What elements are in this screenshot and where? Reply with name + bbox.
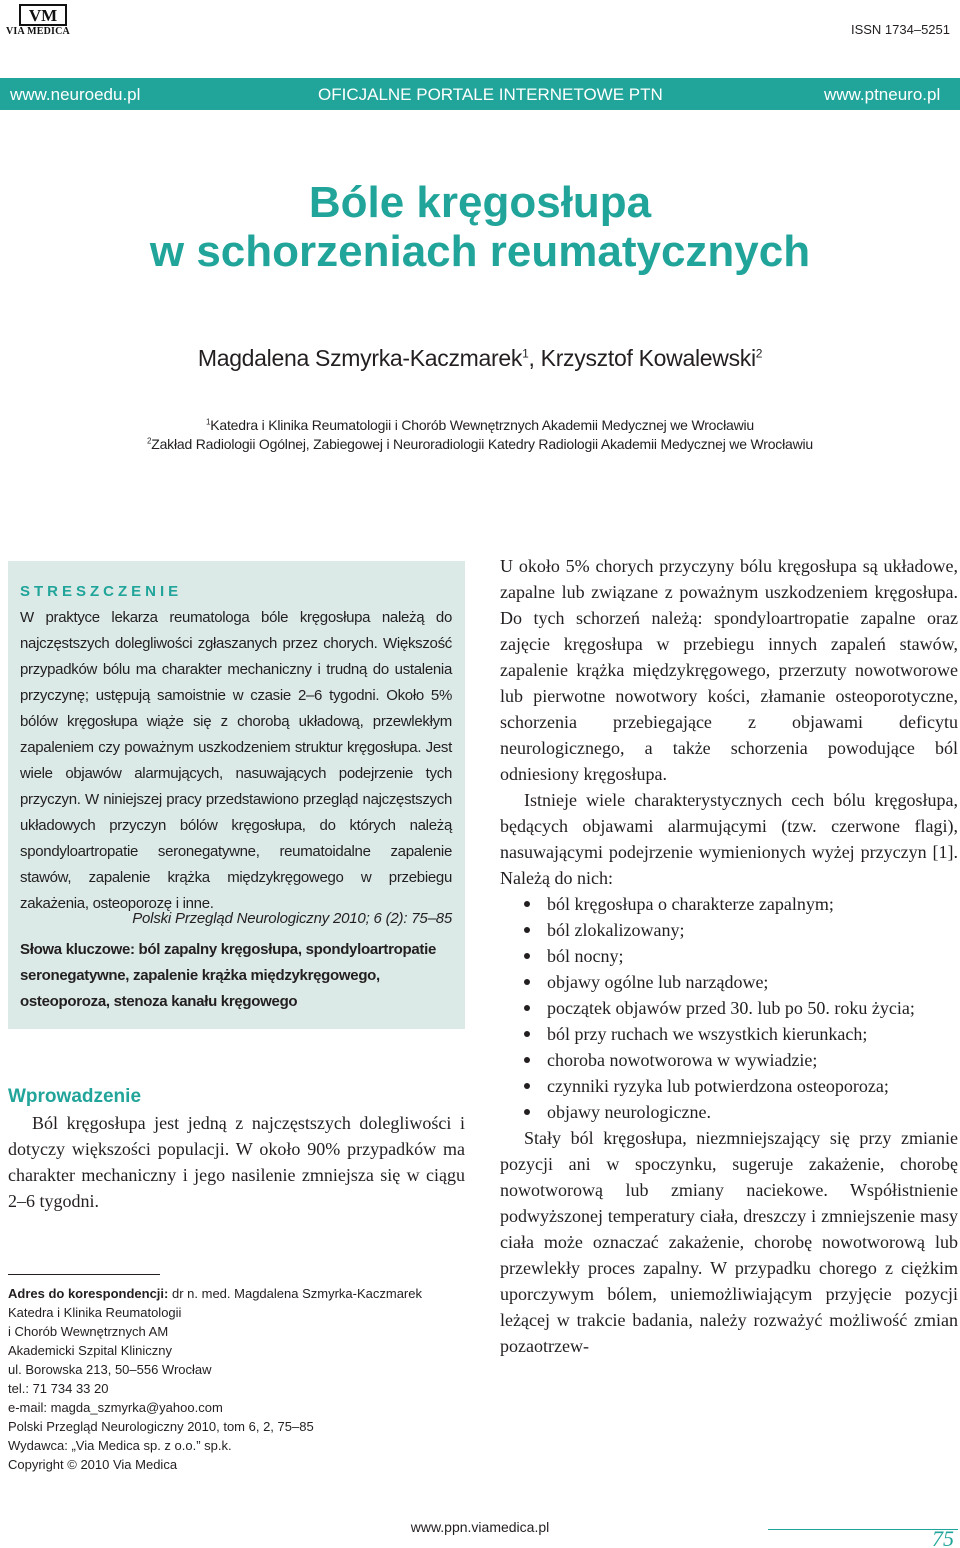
author-2: Krzysztof Kowalewski [540, 345, 756, 371]
logo-mark: VM [28, 6, 58, 25]
banner-link-ptneuro[interactable]: www.ptneuro.pl [824, 85, 941, 104]
correspondence-line: Katedra i Klinika Reumatologii [8, 1305, 182, 1320]
authors [0, 345, 960, 372]
footer-url[interactable]: www.ppn.viamedica.pl [410, 1519, 550, 1535]
affiliation-2-text: Zakład Radiologii Ogólnej, Zabiegowej i Neuroradiologii Katedry Radiologii Akademii Medycznej we Wrocławiu [151, 436, 814, 452]
bullet-icon [524, 1005, 530, 1011]
logo-text: VIA MEDICA [6, 26, 70, 37]
article-title [0, 178, 960, 276]
bullet-icon [524, 979, 530, 985]
banner-caption: OFICJALNE PORTALE INTERNETOWE PTN [318, 85, 663, 104]
affiliation-1 [0, 417, 960, 433]
right-column [500, 553, 958, 1359]
right-paragraph-3 [500, 1125, 958, 1359]
affiliation-2-number: 2 [146, 436, 152, 446]
intro-text: Ból kręgosłupa jest jedną z najczęstszych dolegliwości i dotyczy większości populacji. W około 90% przypadków ma charakter mechaniczny i jego nasilenie zmniejsza się w ciągu 2–6 tygodni. [8, 1113, 465, 1211]
bullet-icon [524, 1057, 530, 1063]
right-paragraph-2 [500, 787, 958, 891]
banner-link-neuroedu[interactable]: www.neuroedu.pl [10, 85, 141, 104]
correspondence-line: Copyright © 2010 Via Medica [8, 1457, 178, 1472]
list-item [500, 891, 958, 917]
list-item-text: objawy ogólne lub narządowe; [547, 972, 769, 992]
right-paragraph-3-text: Stały ból kręgosłupa, niezmniejszający się przy zmianie pozycji ani w spoczynku, sugeruje zakażenie, chorobę nowotworową lub zmiany naciekowe. Współistnienie podwyższonej temperatury ciała, dreszczy i zmniejszenie masy ciała może oznaczać zakażenie, chorobę nowotworową lub przewlekły proces zapalny. W przypadku chorego z ciężkim uporczywym bólem, uniemożliwiającym przyjęcie pozycji leżącej w trakcie badania, należy rozważyć możliwość zmian pozaotrzew- [500, 1128, 958, 1356]
intro-paragraph [8, 1110, 465, 1214]
correspondence-line: tel.: 71 734 33 20 [8, 1381, 109, 1396]
list-item [500, 1047, 958, 1073]
author-1: Magdalena Szmyrka-Kaczmarek [197, 345, 523, 371]
list-item-text: choroba nowotworowa w wywiadzie; [547, 1050, 818, 1070]
list-item [500, 943, 958, 969]
title-line-2: w schorzeniach reumatycznych [149, 227, 811, 276]
correspondence [8, 1284, 422, 1474]
list-item-text: początek objawów przed 30. lub po 50. roku życia; [547, 998, 915, 1018]
author-separator: , [528, 345, 541, 371]
correspondence-line: i Chorób Wewnętrznych AM [8, 1324, 169, 1339]
list-item [500, 969, 958, 995]
list-item [500, 995, 958, 1021]
intro-heading: Wprowadzenie [8, 1086, 142, 1107]
correspondence-line: Akademicki Szpital Kliniczny [8, 1343, 173, 1358]
bullet-icon [524, 1083, 530, 1089]
right-paragraph-2-text: Istnieje wiele charakterystycznych cech bólu kręgosłupa, będących objawami alarmującymi (tzw. czerwone flagi), nasuwającymi podejrzenie wymienionych wyżej przyczyn [1]. Należą do nich: [500, 790, 958, 888]
abstract-heading: STRESZCZENIE [20, 583, 183, 600]
correspondence-line: Wydawca: „Via Medica sp. z o.o.” sp.k. [8, 1438, 232, 1453]
affiliation-1-text: Katedra i Klinika Reumatologii i Chorób Wewnętrznych Akademii Medycznej we Wrocławiu [210, 417, 754, 433]
footer-rule [768, 1529, 958, 1530]
correspondence-label: Adres do korespondencji: [8, 1286, 169, 1301]
list-item [500, 1099, 958, 1125]
list-item-text: ból kręgosłupa o charakterze zapalnym; [547, 894, 834, 914]
correspondence-line: ul. Borowska 213, 50–556 Wrocław [8, 1362, 212, 1377]
bullet-icon [524, 901, 530, 907]
keywords: Słowa kluczowe: ból zapalny kręgosłupa, spondyloartropatie seronegatywne, zapalenie krążka międzykręgowego, osteoporoza, stenoza kanału kręgowego [20, 941, 437, 1010]
affiliation-2 [0, 436, 960, 452]
list-item-text: ból zlokalizowany; [547, 920, 685, 940]
red-flags-list [500, 891, 958, 1125]
vm-logo-icon [6, 4, 80, 26]
portal-banner [0, 78, 960, 110]
issn: ISSN 1734–5251 [850, 22, 950, 37]
bullet-icon [524, 1031, 530, 1037]
author-1-affil: 1 [522, 346, 529, 361]
list-item [500, 917, 958, 943]
correspondence-name: dr n. med. Magdalena Szmyrka-Kaczmarek [172, 1286, 422, 1301]
list-item-text: objawy neurologiczne. [547, 1102, 711, 1122]
publisher-logo [6, 4, 80, 36]
correspondence-line: Polski Przegląd Neurologiczny 2010, tom 6, 2, 75–85 [8, 1419, 314, 1434]
footnote-rule [8, 1274, 160, 1275]
list-item [500, 1021, 958, 1047]
author-2-affil: 2 [755, 346, 763, 361]
abstract-text: W praktyce lekarza reumatologa bóle kręgosłupa należą do najczęstszych dolegliwości zgłaszanych przez chorych. Większość przypadków bólu ma charakter mechaniczny i trudną do ustalenia przyczynę; ustępują samoistnie w czasie 2–6 tygodni. Około 5% bólów kręgosłupa wiąże się z chorobą układową, przewlekłym zapaleniem czy poważnym uszkodzeniem struktur kręgosłupa. Jest wiele objawów alarmujących, nasuwających podejrzenie tych przyczyn. W niniejszej pracy przedstawiono przegląd najczęstszych układowych przyczyn bólów kręgosłupa, do których należą spondyloartropatie seronegatywne, reumatoidalne zapalenie stawów, zapalenie krążka międzykręgowego w przebiegu zakażenia, osteoporozę i inne. [20, 609, 452, 912]
list-item-text: ból nocny; [547, 946, 624, 966]
correspondence-first-line [8, 1284, 422, 1303]
list-item [500, 1073, 958, 1099]
title-line-1: Bóle kręgosłupa [308, 178, 652, 227]
abstract-citation: Polski Przegląd Neurologiczny 2010; 6 (2): 75–85 [132, 910, 452, 927]
list-item-text: ból przy ruchach we wszystkich kierunkach; [547, 1024, 868, 1044]
page-number: 75 [932, 1526, 954, 1548]
bullet-icon [524, 1109, 530, 1115]
correspondence-email[interactable]: e-mail: magda_szmyrka@yahoo.com [8, 1400, 223, 1415]
bullet-icon [524, 953, 530, 959]
affiliation-1-number: 1 [206, 417, 211, 427]
right-paragraph-1: U około 5% chorych przyczyny bólu kręgosłupa są układowe, zapalne lub związane z poważnym uszkodzeniem kręgosłupa. Do tych schorzeń należą: spondyloartropatie zapalne oraz zajęcie kręgosłupa w przebiegu innych zapaleń stawów, zapalenie krążka międzykręgowego, przerzuty nowotworowe lub pierwotne nowotwory kości, złamanie osteoporotyczne, schorzenia przebiegające z objawami deficytu neurologicznego, a także schorzenia powodujące ból odniesiony kręgosłupa. [500, 556, 958, 784]
list-item-text: czynniki ryzyka lub potwierdzona osteoporoza; [547, 1076, 889, 1096]
bullet-icon [524, 927, 530, 933]
